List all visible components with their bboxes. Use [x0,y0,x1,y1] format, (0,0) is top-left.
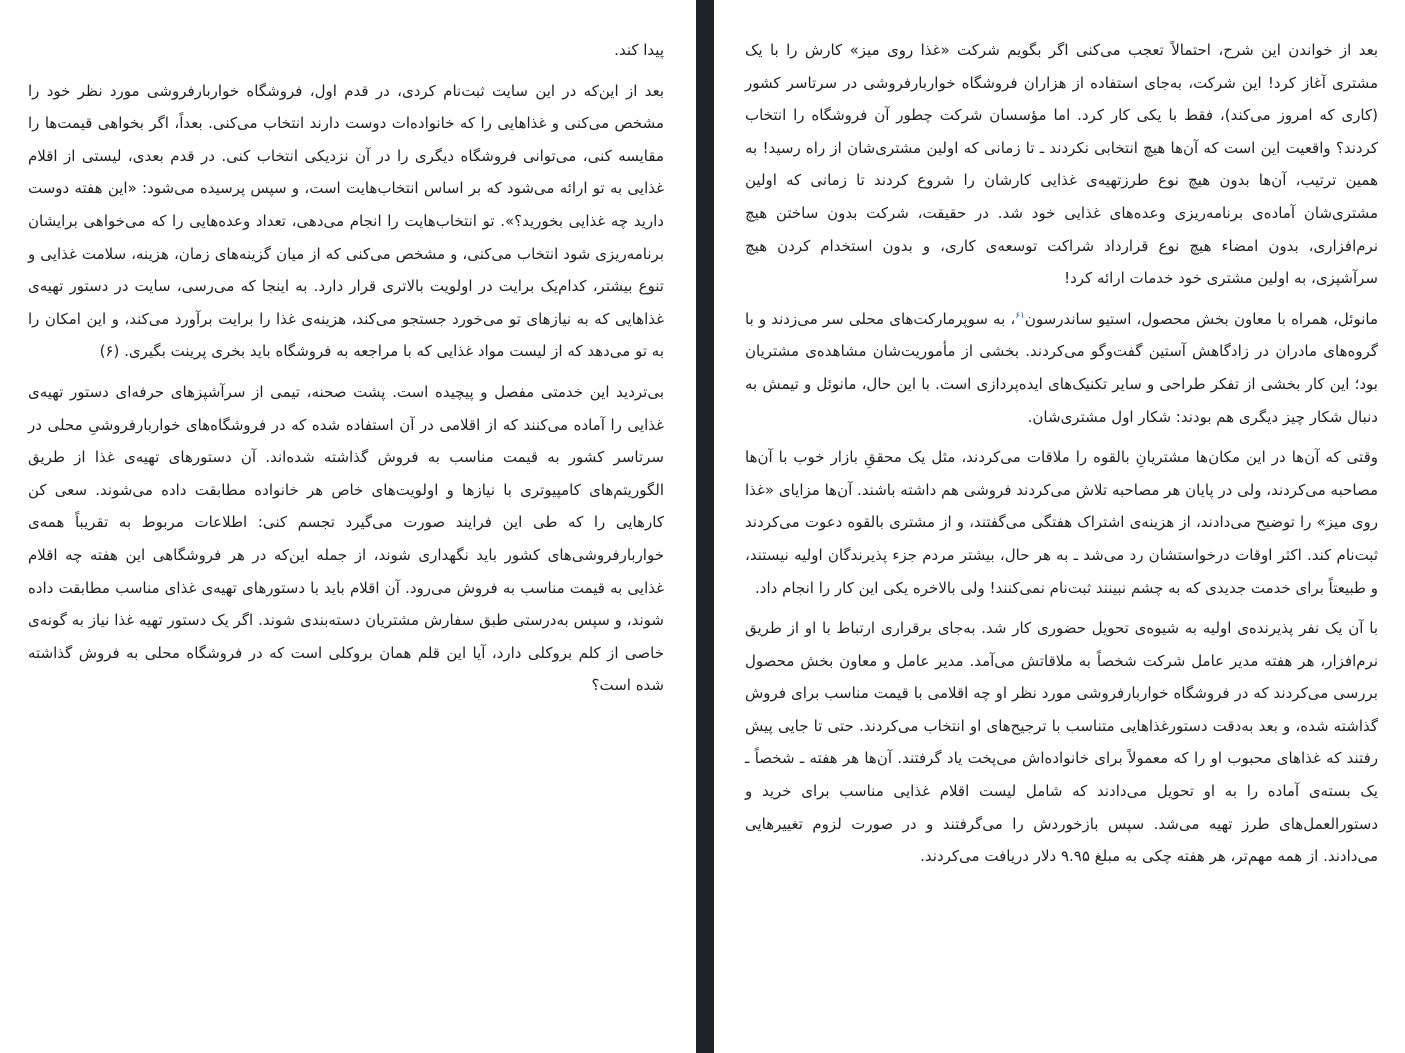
footnote-marker[interactable]: ۶۱ [1015,310,1025,321]
left-page [0,0,696,1053]
left-paragraph-2: بعد از این‌که در این سایت ثبت‌نام کردی، در قدم اول، فروشگاه خواربارفروشی مورد نظر خود را مشخص می‌کنی و غذاهایی را که خانواده‌ات دوست دارند انتخاب می‌کنی. بعداً، اگر بخواهی قیمت‌ها را مقایسه کنی، می‌توانی فروشگاه دیگری را در آن نزدیکی انتخاب کنی. در قدم بعدی، لیستی از اقلام غذایی به تو ارائه می‌شود که بر اساس انتخاب‌هایت است، و سپس پرسیده می‌شود: «این هفته دوست دارید چه غذایی بخورید؟». تو انتخاب‌هایت را انجام می‌دهی، تعداد وعده‌هایی را که می‌خواهی برایشان برنامه‌ریزی شود انتخاب می‌کنی، و مشخص می‌کنی که از میان گزینه‌های زمان، هزینه، سلامت غذایی و تنوع بیشتر، کدام‌یک برایت در اولویت بالاتری قرار دارد. به اینجا که می‌رسی، سایت در دستور تهیه‌ی غذاهایی که به نیازهای تو می‌خورد جستجو می‌کند، هزینه‌ی غذا را برایت برآورد می‌کند، و این امکان را به تو می‌دهد که از لیست مواد غذایی که با مراجعه به فروشگاه باید بخری پرینت بگیری. (۶) [28,81,664,361]
right-paragraph-3: وقتی که آن‌ها در این مکان‌ها مشتریانِ بالقوه را ملاقات می‌کردند، مثل یک محققِ بازار خوب با آن‌ها مصاحبه می‌کردند، ولی در پایان هر مصاحبه تلاش می‌کردند فروشی هم داشته باشند. آن‌ها مزایای «غذا روی میز» را توضیح می‌دادند، از هزینه‌ی اشتراک هفتگی می‌گفتند، و از مشتری بالقوه دعوت می‌کردند ثبت‌نام کند. اکثر اوقات درخواستشان رد می‌شد ـ به هر حال، بیشتر مردم جزء پذیرندگان اولیه نیستند، و طبیعتاً برای خدمت جدیدی که به چشم نبینند ثبت‌نام نمی‌کنند! ولی بالاخره یکی این کار را انجام داد. [745,448,1378,597]
book-gutter [696,0,714,1053]
right-paragraph-2-text-start: مانوئل، همراه با معاون بخش محصول، استیو ساندرسون [1024,309,1378,328]
right-paragraph-2 [745,303,1378,433]
left-paragraph-1: پیدا کند. [614,41,664,59]
right-page [714,0,1405,1053]
right-paragraph-2-text-end: ، به سوپرمارکت‌های محلی سر می‌زدند و با گروه‌های مادران در زادگاهش آستین گفت‌وگو می‌کردند. بخشی از مأموریت‌شان مشاهده‌ی مشتریان بود؛ این کار بخشی از تفکر طراحی و سایر تکنیک‌های ایده‌پردازی است. با این حال، مانوئل و تیمش به دنبال شکار چیز دیگری هم بودند: شکار اول مشتری‌شان. [745,309,1378,426]
right-paragraph-1: بعد از خواندن این شرح، احتمالاً تعجب می‌کنی اگر بگویم شرکت «غذا روی میز» کارش را با یک مشتری آغاز کرد! این شرکت، به‌جای استفاده از هزاران فروشگاه خواربارفروشی در سرتاسر کشور (کاری که امروز می‌کند)، فقط با یکی کار کرد. اما مؤسسان شرکت چطور آن فروشگاه را انتخاب کردند؟ واقعیت این است که آن‌ها هیچ انتخابی نکردند ـ تا زمانی که اولین مشتری‌شان از راه رسید! به همین ترتیب، آن‌ها بدون هیچ نوع طرزتهیه‌ی غذایی کارشان را شروع کردند تا زمانی که اولین مشتری‌شان آماده‌ی برنامه‌ریزی وعده‌های غذایی خود شد. در حقیقت، شرکت بدون ساختن هیچ نرم‌افزاری، بدون امضاء هیچ نوع قرارداد شراکت توسعه‌ی کاری، و بدون استخدام کردن هیچ سرآشپزی، به اولین مشتری خود خدمات ارائه کرد! [745,41,1378,288]
left-paragraph-3: بی‌تردید این خدمتی مفصل و پیچیده است. پشت صحنه، تیمی از سرآشپزهای حرفه‌ای دستور تهیه‌ی غذایی را آماده می‌کنند که از اقلامی در آن استفاده شده که در فروشگاه‌های خواربارفروشیِ محلی در سرتاسر کشور به قیمت مناسب به فروش گذاشته شده‌اند. آن دستورهای تهیه‌ی غذا از طریق الگوریتم‌های کامپیوتری با نیازها و اولویت‌های خاص هر خانواده مطابقت داده می‌شوند. سعی کن کارهایی را که طی این فرایند صورت می‌گیرد تجسم کنی: اطلاعات مربوط به تقریباً همه‌ی خواربارفروشی‌های کشور باید نگهداری شوند، از جمله این‌که در هر فروشگاهی این هفته چه اقلام غذایی به قیمت مناسب به فروش می‌رود. آن اقلام باید با دستورهای تهیه‌ی غذای مناسب مطابقت داده شوند، و سپس به‌درستی طبق سفارش مشتریان دسته‌بندی شوند. اگر یک دستور تهیه غذا نیاز به گونه‌ی خاصی از کلم بروکلی دارد، آیا این قلم همان بروکلی است که در فروشگاه محلی به فروش گذاشته شده است؟ [28,382,664,695]
right-paragraph-4: با آن یک نفر پذیرنده‌ی اولیه به شیوه‌ی تحویل حضوری کار شد. به‌جای برقراری ارتباط با او از طریق نرم‌افزار، هر هفته مدیر عامل شرکت شخصاً به ملاقاتش می‌آمد. مدیر عامل و معاون بخش محصول بررسی می‌کردند که در فروشگاه خواربارفروشی مورد نظر او چه اقلامی با قیمت مناسب برای فروش گذاشته شده، و بعد به‌دقت دستورغذاهایی متناسب با ترجیح‌های او انتخاب می‌کردند. حتی تا جایی پیش رفتند که غذاهای محبوب او را که معمولاً برای خانواده‌اش می‌پخت یاد گرفتند. آن‌ها هر هفته ـ شخصاً ـ یک بسته‌ی آماده را به او تحویل می‌دادند که شامل لیست اقلام غذایی مناسب برای خرید و دستورالعمل‌های طرز تهیه می‌شد. سپس بازخوردش را می‌گرفتند و در صورت لزوم تغییرهایی می‌دادند. از همه مهم‌تر، هر هفته چکی به مبلغ ۹.۹۵ دلار دریافت می‌کردند. [745,619,1378,866]
